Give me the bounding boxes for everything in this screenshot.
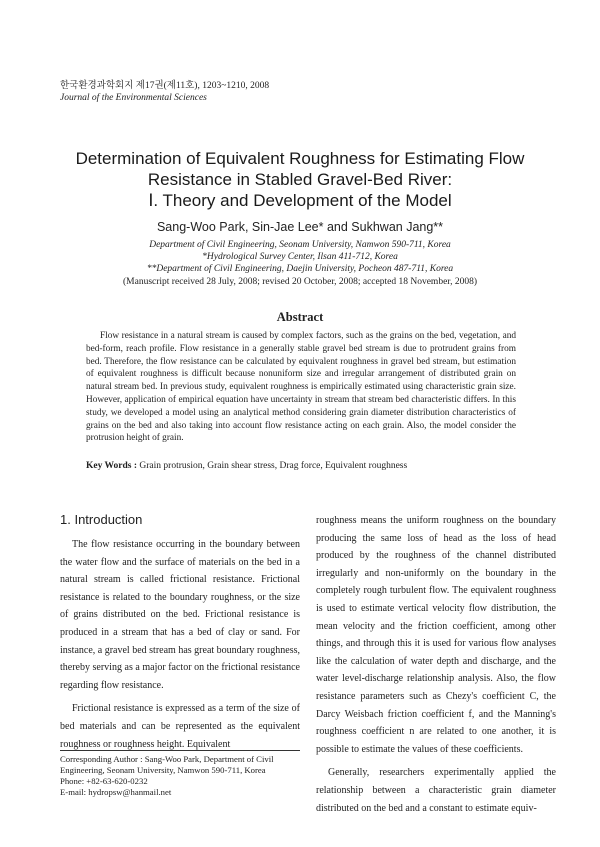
journal-name: Journal of the Environmental Sciences (60, 93, 207, 103)
manuscript-dates: (Manuscript received 28 July, 2008; revised 20 October, 2008; accepted 18 November, 2008) (123, 277, 477, 287)
left-column (60, 510, 300, 759)
title-line-2: Resistance in Stabled Gravel-Bed River: (147, 170, 453, 189)
footnote-email: E-mail: hydropsw@hanmail.net (60, 787, 172, 797)
footnote-phone: Phone: +82-63-620-0232 (60, 776, 148, 786)
title-line-1: Determination of Equivalent Roughness for Estimating Flow (75, 149, 525, 168)
right-column (316, 512, 556, 823)
author-list: Sang-Woo Park, Sin-Jae Lee* and Sukhwan Jang** (156, 220, 444, 234)
section-heading-introduction: 1. Introduction (60, 512, 143, 527)
affiliations (60, 239, 540, 275)
journal-volume-line: 한국환경과학회지 제17권(제11호), 1203~1210, 2008 (60, 81, 270, 91)
abstract-body: Flow resistance in a natural stream is caused by complex factors, such as the grains on the bed, vegetation, and bed-form, reach profile. Flow resistance in a generally stable gravel bed stream is due to protrudent grains from bed. Therefore, the flow resistance can be calculated by equivalent roughness in gravel bed stream, but estimation of equivalent roughness is difficult because nonuniform size and irregular arrangement of distributed grain on natural stream bed. In previous study, equivalent roughness is empirically estimated using characteristic grain size. However, application of empirical equation have uncertainty in stream that stream bed characteristic differs. In this study, we developed a model using an analytical method considering grain diameter distribution characteristics of grains on the bed and also taking into account flow resistance acting on each grain. Also, the model consider the protrusion height of grain. (86, 331, 516, 444)
title-line-3: Ⅰ. Theory and Development of the Model (148, 191, 452, 210)
keywords-text: Grain protrusion, Grain shear stress, Drag force, Equivalent roughness (139, 461, 408, 471)
keywords-label: Key Words : (86, 461, 138, 471)
keywords (86, 461, 536, 471)
corresponding-author-footnote (60, 750, 300, 798)
intro-paragraph-1: The flow resistance occurring in the boundary between the water flow and the surface of materials on the bed in a natural stream is called frictional resistance. Frictional resistance is related to the boundary roughness, or the size of grains distributed on the bed. Frictional resistance is produced in a stream that has a bed of clay or sand. For instance, a gravel bed stream has great boundary roughness, thereby serving as a major factor on the frictional resistance regarding flow resistance. (60, 539, 300, 691)
intro-paragraph-2: Frictional resistance is expressed as a term of the size of bed materials and can be represented as the equivalent roughness or roughness height. Equivalent (60, 703, 300, 750)
affiliation-2: *Hydrological Survey Center, Ilsan 411-712, Korea (202, 252, 398, 262)
intro-paragraph-4: Generally, researchers experimentally applied the relationship between a characteristic grain diameter distributed on the bed and a constant to estimate equiv- (316, 767, 556, 814)
journal-header (60, 80, 269, 104)
affiliation-3: **Department of Civil Engineering, Daejin University, Pocheon 487-711, Korea (146, 264, 454, 274)
paper-title (40, 148, 560, 211)
intro-paragraph-3: roughness means the uniform roughness on the boundary producing the same loss of head as the loss of head produced by the roughness of the channel distributed irregularly and non-uniformly on the boundary in the completely rough turbulent flow. The equivalent roughness is used to estimate vertical velocity flow distribution, the mean velocity and the friction coefficient, among other things, and through this it is used for various flow analyses like the calculation of water depth and discharge, and the water level-discharge relationship analysis. Also, the flow resistance parameters such as Chezy's coefficient C, the Darcy Weisbach friction coefficient f, and the Manning's roughness coefficient n are related to one another, it is possible to estimate the values of these coefficients. (316, 515, 556, 755)
abstract-heading: Abstract (276, 310, 324, 324)
affiliation-1: Department of Civil Engineering, Seonam University, Namwon 590-711, Korea (149, 240, 451, 250)
footnote-author: Corresponding Author : Sang-Woo Park, Department of Civil Engineering, Seonam University, Namwon 590-711, Korea (60, 754, 274, 775)
